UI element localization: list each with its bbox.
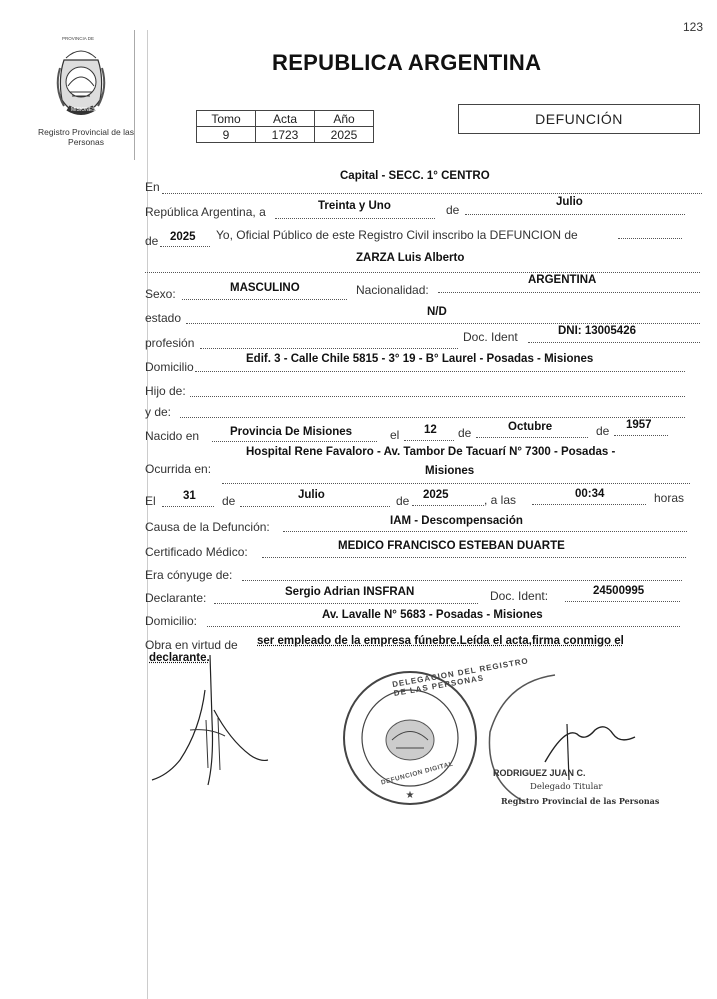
acta-value: 1723 (256, 127, 315, 143)
seal-inner-text: DEFUNCION DIGITAL (380, 760, 455, 787)
death-year: 2025 (423, 489, 449, 501)
yde-label: y de: (145, 405, 172, 419)
ocurrida-value-1: Hospital Rene Favaloro - Av. Tambor De Tacuarí N° 7300 - Posadas - (246, 446, 616, 458)
nacionalidad-line (438, 292, 700, 293)
de-label-6: de (396, 494, 410, 508)
anio-value: 2025 (315, 127, 374, 143)
nacido-value: Provincia De Misiones (230, 426, 353, 438)
year-value: 2025 (170, 231, 196, 243)
seal-outer-text: DELEGACION DEL REGISTRO DE LAS PERSONAS (391, 656, 530, 699)
de-label-2: de (145, 234, 159, 248)
declarante-label: Declarante: (145, 591, 207, 605)
causa-line (283, 531, 687, 532)
hijo-label: Hijo de: (145, 384, 186, 398)
page-number: 123 (683, 20, 704, 34)
domicilio2-line (207, 626, 680, 627)
sexo-line (182, 299, 347, 300)
alas-label: , a las (484, 493, 517, 507)
conyuge-line (242, 580, 682, 581)
ocurrida-line (222, 483, 690, 484)
yde-line (180, 417, 685, 418)
svg-text:★: ★ (405, 790, 415, 801)
doc-ident-value: DNI: 13005426 (558, 325, 636, 337)
republica-label: República Argentina, a (145, 205, 266, 219)
certificado-value: MEDICO FRANCISCO ESTEBAN DUARTE (338, 540, 565, 552)
nacionalidad-label: Nacionalidad: (356, 283, 429, 297)
estado-label: estado (145, 311, 182, 325)
obra-value: ser empleado de la empresa fúnebre.Leída el acta,firma conmigo el (257, 635, 624, 647)
doc-ident2-line (565, 601, 680, 602)
official-name: RODRIGUEZ JUAN C. (493, 768, 586, 778)
horas-label: horas (654, 491, 685, 505)
doc-ident2-value: 24500995 (593, 585, 645, 597)
name-line (145, 272, 700, 273)
nacido-line (212, 441, 377, 442)
birth-year: 1957 (626, 419, 652, 431)
de-label-5: de (222, 494, 236, 508)
death-month: Julio (298, 489, 325, 501)
de-label-3: de (458, 426, 472, 440)
death-day-line (162, 506, 214, 507)
declarant-signature (150, 650, 280, 790)
left-margin-rule (134, 30, 135, 160)
ocurrida-label: Ocurrida en: (145, 462, 212, 476)
nacido-label: Nacido en (145, 429, 200, 443)
nacionalidad-value: ARGENTINA (528, 274, 597, 286)
doc-ident-label: Doc. Ident (463, 330, 518, 344)
year-line (160, 246, 210, 247)
domicilio2-value: Av. Lavalle N° 5683 - Posadas - Misiones (322, 609, 543, 621)
shield-bottom-text: MISIONES (71, 107, 96, 113)
causa-label: Causa de la Defunción: (145, 520, 270, 534)
death-year-line (412, 505, 484, 506)
official-org: Registro Provincial de las Personas (501, 796, 660, 806)
en-label: En (145, 180, 160, 194)
death-time: 00:34 (575, 488, 605, 500)
day-line (275, 218, 435, 219)
intro-line (618, 238, 682, 239)
day-words: Treinta y Uno (318, 200, 391, 212)
acta-header: Acta (256, 111, 315, 127)
estado-line (186, 323, 700, 324)
declarante-value: Sergio Adrian INSFRAN (285, 586, 415, 598)
birth-day: 12 (424, 424, 437, 436)
doc-type-box (458, 104, 700, 134)
doc-ident2-label: Doc. Ident: (490, 589, 549, 603)
sexo-value: MASCULINO (230, 282, 300, 294)
el-label-1: el (390, 428, 400, 442)
de-label-1: de (446, 203, 460, 217)
page-title: REPUBLICA ARGENTINA (272, 50, 542, 75)
birth-day-line (404, 440, 454, 441)
registry-label: Registro Provincial de las Personas (38, 127, 134, 147)
causa-value: IAM - Descompensación (390, 515, 523, 527)
birth-year-line (614, 435, 668, 436)
month-value: Julio (556, 196, 583, 208)
shield-top-text: PROVINCIA DE (62, 36, 95, 41)
hijo-line (190, 396, 685, 397)
birth-month: Octubre (508, 421, 553, 433)
profesion-line (200, 348, 458, 349)
de-label-4: de (596, 424, 610, 438)
domicilio2-label: Domicilio: (145, 614, 198, 628)
ocurrida-value-2: Misiones (425, 465, 475, 477)
lugar-value: Capital - SECC. 1° CENTRO (340, 170, 490, 182)
death-time-line (532, 504, 646, 505)
certificado-label: Certificado Médico: (145, 545, 248, 559)
tomo-header: Tomo (197, 111, 256, 127)
en-line (162, 193, 702, 194)
conyuge-label: Era cónyuge de: (145, 568, 233, 582)
sexo-label: Sexo: (145, 287, 176, 301)
anio-header: Año (315, 111, 374, 127)
intro-text: Yo, Oficial Público de este Registro Civil inscribo la DEFUNCION de (216, 228, 578, 242)
certificado-line (262, 557, 686, 558)
month-line (465, 214, 685, 215)
estado-value: N/D (427, 306, 447, 318)
profesion-label: profesión (145, 336, 195, 350)
official-role: Delegado Titular (530, 782, 603, 792)
obra-label: Obra en virtud de (145, 638, 238, 652)
domicilio-label: Domicilio (145, 360, 194, 374)
death-day: 31 (183, 490, 196, 502)
domicilio-line (195, 371, 685, 372)
doc-ident-line (528, 342, 700, 343)
tomo-value: 9 (197, 127, 256, 143)
doc-type: DEFUNCIÓN (535, 111, 623, 127)
el-label-2: El (145, 494, 156, 508)
declarante-line (214, 603, 478, 604)
birth-month-line (476, 437, 588, 438)
form-margin-rule (147, 30, 148, 999)
deceased-name: ZARZA Luis Alberto (356, 252, 465, 264)
obra-value-2: declarante. (149, 652, 210, 664)
register-table (196, 110, 374, 143)
domicilio-value: Edif. 3 - Calle Chile 5815 - 3° 19 - B° Laurel - Posadas - Misiones (246, 353, 594, 365)
death-month-line (240, 506, 390, 507)
province-shield (50, 38, 112, 118)
